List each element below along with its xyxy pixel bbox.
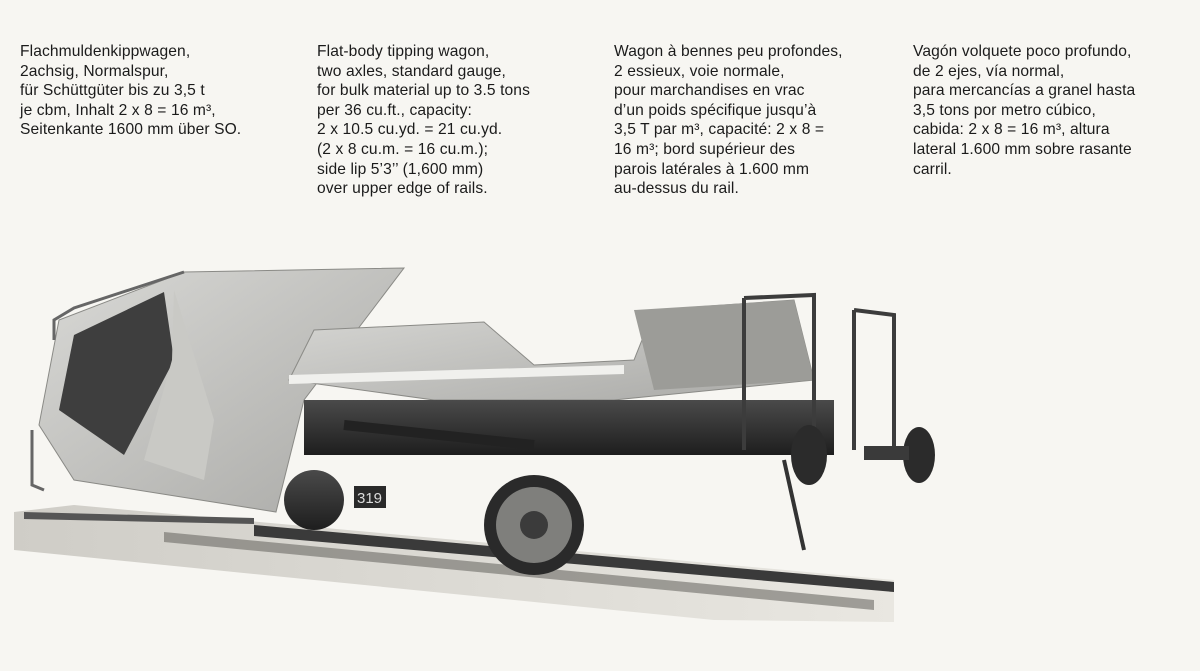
text-column-german [20, 42, 290, 140]
body-end-right [634, 300, 814, 390]
handrail-left-front [32, 430, 44, 490]
text-line: for bulk material up to 3.5 tons [317, 82, 530, 100]
text-line: over upper edge of rails. [317, 180, 488, 198]
text-line: 2achsig, Normalspur, [20, 62, 169, 80]
text-line: para mercancías a granel hasta [913, 82, 1136, 100]
text-column-spanish [913, 42, 1183, 179]
text-line: side lip 5’3’’ (1,600 mm) [317, 160, 484, 178]
text-line: Flachmuldenkippwagen, [20, 43, 191, 60]
buffer-left [791, 425, 827, 485]
text-line: Flat-body tipping wagon, [317, 43, 490, 60]
wagon-number: 319 [357, 490, 383, 507]
wheel-front-hub [520, 511, 548, 539]
text-line: Vagón volquete poco profundo, [913, 43, 1132, 60]
text-line: je cbm, Inhalt 2 x 8 = 16 m³, [20, 101, 216, 119]
text-line: per 36 cu.ft., capacity: [317, 101, 472, 119]
text-column-french [614, 42, 894, 199]
text-line: 2 essieux, voie normale, [614, 62, 785, 80]
text-line: 3,5 tons por metro cúbico, [913, 101, 1096, 119]
text-line: 16 m³; bord supérieur des [614, 140, 796, 158]
text-line: 3,5 T par m³, capacité: 2 x 8 = [614, 121, 825, 139]
text-line: d’un poids spécifique jusqu’à [614, 101, 817, 119]
text-line: für Schüttgüter bis zu 3,5 t [20, 82, 205, 100]
text-column-english [317, 42, 587, 199]
text-line: 2 x 10.5 cu.yd. = 21 cu.yd. [317, 121, 503, 139]
buffer-shaft [864, 446, 909, 460]
text-line: two axles, standard gauge, [317, 62, 506, 80]
text-line: lateral 1.600 mm sobre rasante [913, 140, 1132, 158]
text-line: Wagon à bennes peu profondes, [614, 43, 843, 60]
tipping-wagon-photo [14, 250, 954, 660]
text-line: cabida: 2 x 8 = 16 m³, altura [913, 121, 1110, 139]
text-line: (2 x 8 cu.m. = 16 cu.m.); [317, 140, 489, 158]
text-line: parois latérales à 1.600 mm [614, 160, 810, 178]
text-line: Seitenkante 1600 mm über SO. [20, 121, 242, 139]
text-line: pour marchandises en vrac [614, 82, 805, 100]
text-line: au-dessus du rail. [614, 180, 739, 198]
text-line: de 2 ejes, vía normal, [913, 62, 1065, 80]
wheel-rear [284, 470, 344, 530]
text-line: carril. [913, 160, 952, 178]
